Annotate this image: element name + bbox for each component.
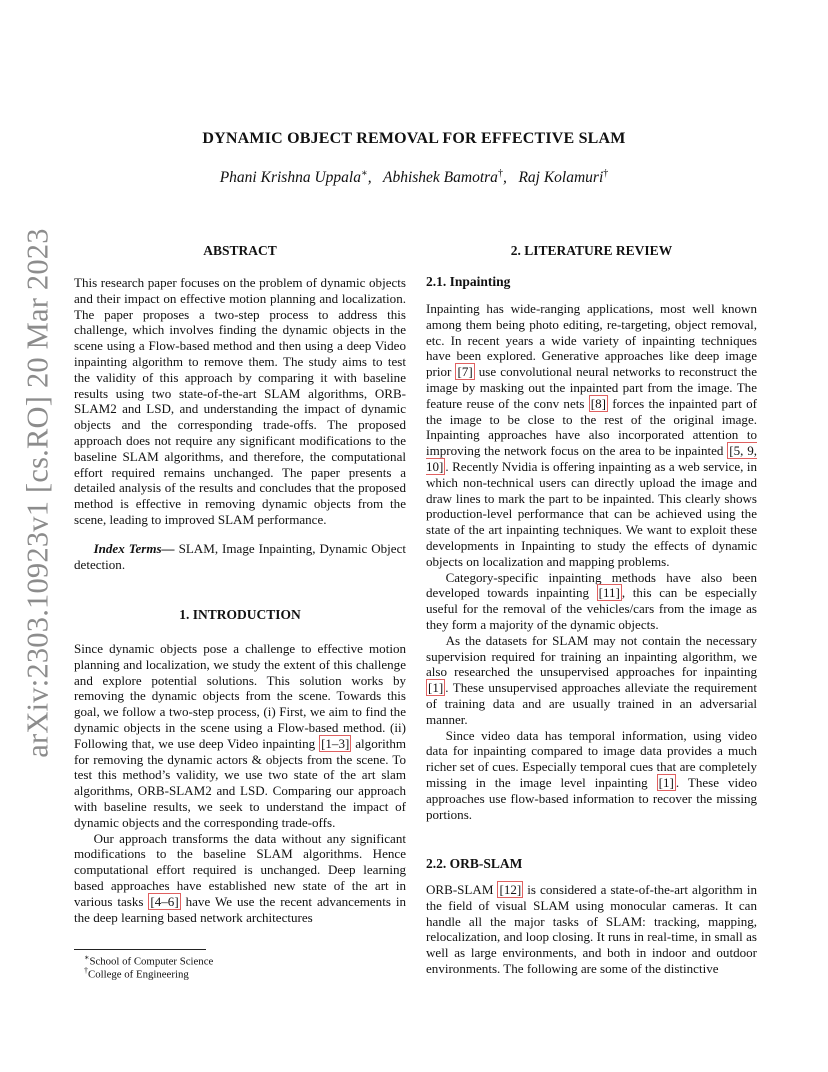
author-name: Phani Krishna Uppala: [219, 169, 361, 187]
paper-title: DYNAMIC OBJECT REMOVAL FOR EFFECTIVE SLAM: [202, 130, 626, 147]
author-list: Phani Krishna Uppala∗, Abhishek Bamotra†, Raj Kolamuri†: [219, 168, 609, 187]
intro-text: Our approach transforms the data without any significant modifications to the baseline SLAM algorithms. Hence computational effort required is unchanged. Deep learning based approaches have established new state of the art in various tasks: [74, 830, 406, 909]
author-mark: ∗: [360, 168, 368, 179]
intro-heading: 1. INTRODUCTION: [179, 607, 301, 622]
arxiv-sidebar-stamp: [18, 228, 58, 758]
citation-link[interactable]: [8]: [590, 395, 606, 411]
orb-slam-body: [426, 882, 757, 977]
body-text: use convolutional neural networks to reconstruct the image by masking out the inpainted part from the image. The feature reuse of the conv nets: [426, 364, 757, 411]
body-text: is considered a state-of-the-art algorithm in the field of visual SLAM using monocular cameras. It can handle all the major tasks of SLAM: tracking, mapping, relocalization, and loop closing. It runs in real-time, in small as well as large environments, and both in indoor and outdoor environments. The following are some of the distinctive: [426, 882, 757, 976]
body-text: . These unsupervised approaches alleviate the requirement of training data and are usually trained in an adversarial manner.: [426, 680, 757, 727]
body-text: As the datasets for SLAM may not contain the necessary supervision required for training an inpainting algorithm, we also researched the unsupervised approaches for inpainting: [426, 632, 757, 680]
author-mark: †: [497, 168, 503, 179]
abstract-text: This research paper focuses on the problem of dynamic objects and their impact on effective motion planning and localization. The paper proposes a two-step process to address this challenge, which involves finding the dynamic objects in the scene using a Flow-based method and then using a deep Video inpainting algorithm to remove them. The study aims to test the validity of this approach by comparing it with baseline results using two state-of-the-art SLAM algorithms, ORB-SLAM2 and LSD, and understanding the impact of dynamic objects and the corresponding trade-offs. The proposed approach does not require any significant modifications to the baseline SLAM algorithms, and therefore, the computational effort required remains unchanged. The paper presents a detailed analysis of the results and concludes that the proposed method is effective in removing dynamic objects from the scene, leading to improved SLAM performance.: [74, 275, 406, 527]
footnote-mark: ∗: [84, 953, 90, 962]
body-text: forces the inpainted part of the image to be close to the rest of the original image. Inpainting approaches have also incorporated attention to improving the network focus on the area to be inpainted: [426, 395, 757, 459]
footnote-text: School of Computer Science: [89, 955, 214, 968]
abstract-body: [74, 275, 406, 528]
abstract-heading: ABSTRACT: [203, 243, 277, 258]
citation-link[interactable]: [7]: [457, 364, 473, 380]
body-text: Since video data has temporal information, using video data for inpainting compared to image data provides a much richer set of cues. Especially temporal cues that are completely missing in the image level inpainting: [426, 727, 757, 790]
index-terms: [74, 541, 406, 573]
footnote: [84, 966, 189, 981]
lit-heading: 2. LITERATURE REVIEW: [510, 243, 673, 258]
footnote-divider: [74, 949, 206, 950]
body-text: Category-specific inpainting methods have also been developed towards inpainting: [426, 569, 757, 601]
arxiv-id: arXiv:2303.10923v1 [cs.RO] 20 Mar 2023: [20, 228, 55, 758]
citation-link[interactable]: [4–6]: [150, 893, 179, 909]
footnote-mark: †: [84, 966, 88, 975]
citation-link[interactable]: [1–3]: [321, 735, 350, 751]
inpainting-heading: 2.1. Inpainting: [426, 274, 511, 289]
citation-link[interactable]: [5, 9, 10]: [426, 443, 757, 474]
intro-text: Since dynamic objects pose a challenge to effective motion planning and localization, we study the extent of this challenge and explore potential solutions. This solution works by removing the dynamic objects from the scene. Towards this goal, we follow a two-step process, (i) First, we aim to find the dynamic objects in the scene using a Flow-based method. (ii) Following that, we use deep Video inpainting: [74, 641, 406, 751]
body-text: , this can be especially useful for the removal of the vehicles/cars from the image as they form a majority of the dynamic objects.: [426, 585, 757, 632]
inpainting-body: [426, 301, 757, 822]
intro-text: algorithm for removing the dynamic actors & objects from the scene. To test this method’s validity, we use two state of the art slam algorithms, ORB-SLAM2 and LSD. Comparing our approach with baseline results, we seek to understand the impact of dynamic objects and the corresponding trade-offs.: [74, 735, 406, 830]
body-text: . These video approaches use flow-based information to recover the missing portions.: [426, 774, 757, 822]
citation-link[interactable]: [12]: [499, 882, 522, 897]
index-terms-label: Index Terms—: [93, 541, 175, 556]
footnote-text: College of Engineering: [88, 968, 189, 981]
intro-body: [74, 641, 406, 925]
index-terms-text: SLAM, Image Inpainting, Dynamic Object detection.: [74, 541, 406, 572]
citation-link[interactable]: [1]: [428, 680, 444, 696]
author-name: Abhishek Bamotra: [382, 169, 498, 187]
body-text: . Recently Nvidia is offering inpainting as a web service, in which non-technical users can directly upload the image and draw lines to mark the part to be inpainted. This clearly shows production-level performance that can be achieved using the state of the art inpainting techniques. We want to exploit these developments in Inpainting to study the effects of dynamic objects on localization and mapping problems.: [426, 458, 757, 569]
citation-link[interactable]: [1]: [658, 774, 674, 790]
body-text: Inpainting has wide-ranging applications, most well known among them being photo editing, re-targeting, object removal, etc. In recent years a wide variety of inpainting techniques have been explored. Generative approaches like deep image prior: [426, 301, 757, 380]
author-name: Raj Kolamuri: [518, 169, 604, 187]
body-text: ORB-SLAM: [426, 882, 498, 897]
orb-slam-heading: 2.2. ORB-SLAM: [426, 856, 523, 871]
author-mark: †: [603, 168, 609, 179]
citation-link[interactable]: [11]: [598, 585, 620, 601]
intro-text: have We use the recent advancements in the deep learning based network architectures: [74, 893, 406, 925]
